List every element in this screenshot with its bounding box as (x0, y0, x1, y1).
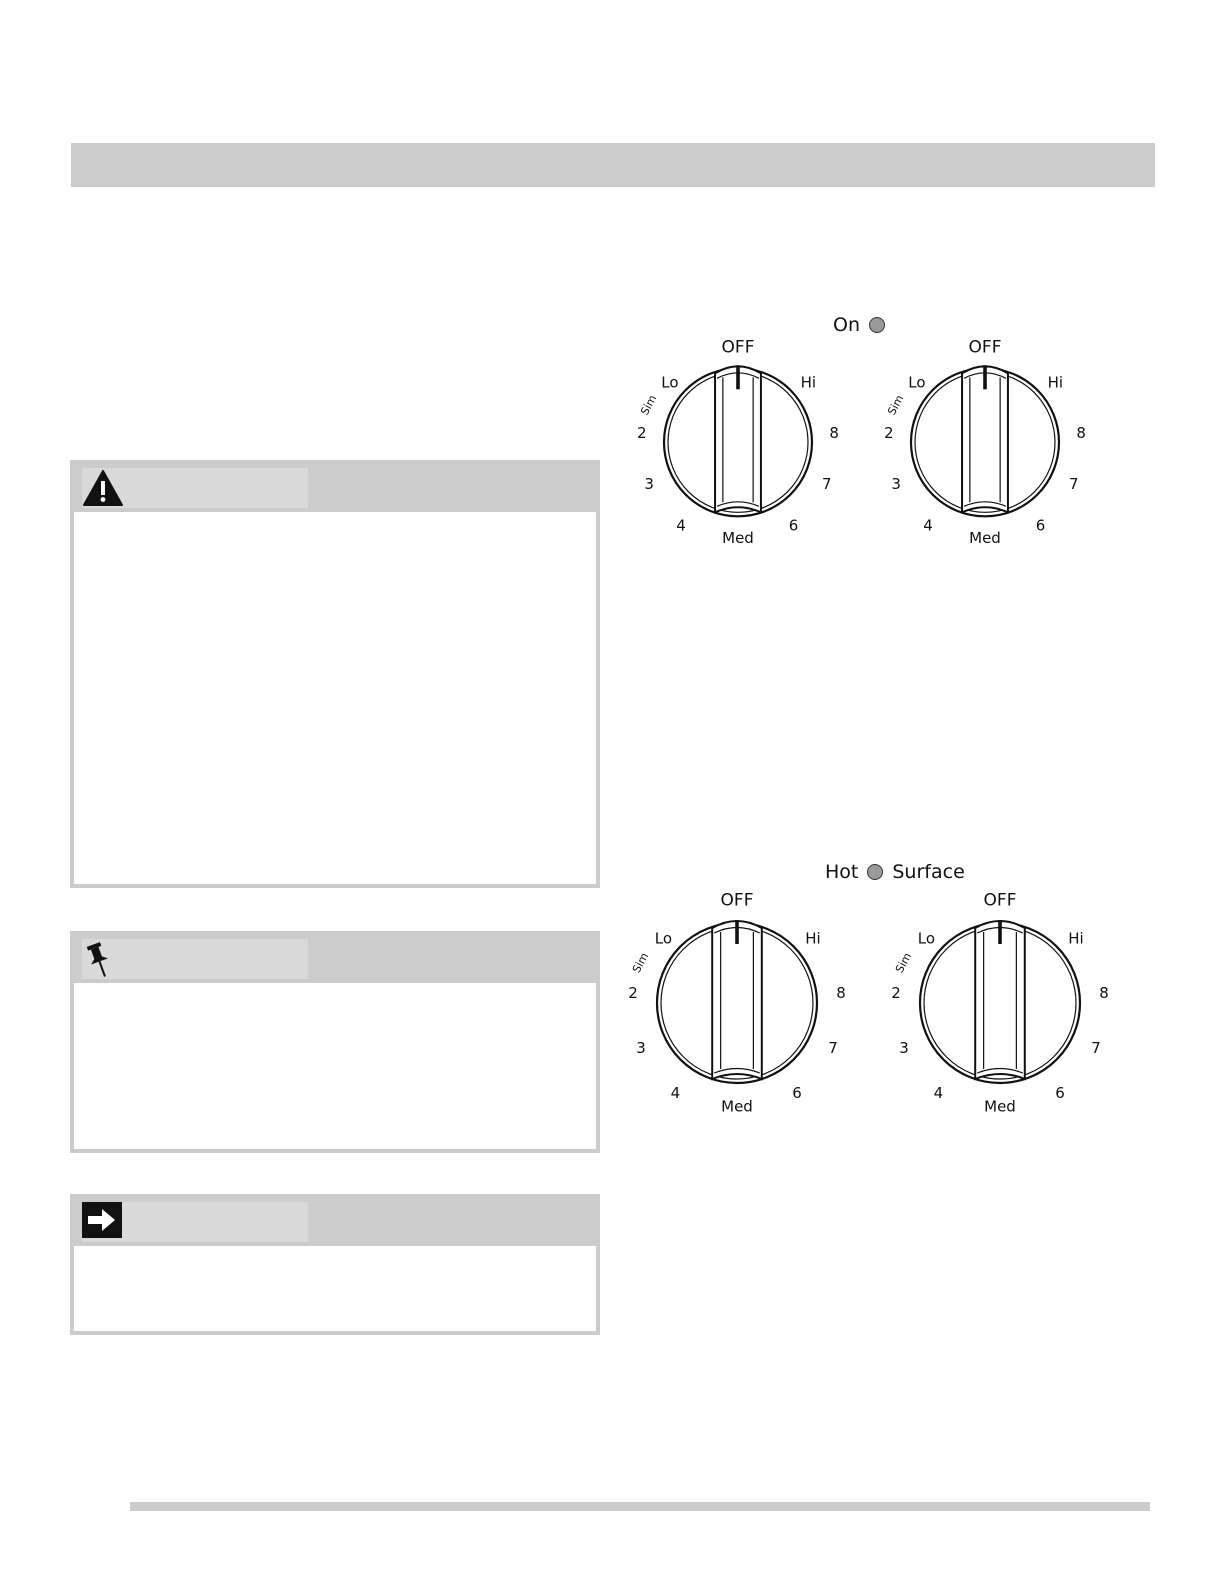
knob-label-hi: Hi (800, 373, 817, 392)
section-header-bar (71, 143, 1155, 187)
knob-label-off: OFF (721, 337, 755, 358)
knob-label-hi: Hi (1047, 373, 1064, 392)
knob-label-4: 4 (923, 516, 933, 535)
pushpin-icon (82, 939, 118, 981)
knob-label-3: 3 (636, 1039, 646, 1058)
on-indicator-lamp-icon (869, 317, 885, 333)
knob-label-med: Med (721, 1097, 753, 1116)
knob-label-sim: Sim (885, 393, 907, 418)
knob-label-7: 7 (1091, 1039, 1101, 1058)
knob-label-3: 3 (644, 475, 655, 494)
knob-label-med: Med (722, 529, 755, 548)
knob-label-off: OFF (983, 890, 1017, 911)
knob-label-lo: Lo (908, 373, 926, 392)
knob-label-7: 7 (828, 1039, 838, 1058)
knob-label-6: 6 (788, 516, 799, 535)
knob-label-sim: Sim (638, 393, 660, 418)
knob-label-sim: Sim (892, 950, 915, 975)
warning-callout-box (70, 460, 600, 888)
knob-label-8: 8 (829, 424, 840, 443)
knob-label-8: 8 (836, 983, 846, 1002)
knob-label-6: 6 (1055, 1083, 1065, 1102)
knob-label-7: 7 (1069, 475, 1079, 494)
knob-label-2: 2 (628, 983, 638, 1002)
knob-label-sim: Sim (629, 950, 652, 975)
knob-label-2: 2 (891, 983, 901, 1002)
knob-label-hi: Hi (805, 929, 821, 948)
knob-label-lo: Lo (654, 929, 673, 948)
knob-label-6: 6 (792, 1083, 802, 1102)
hot-surface-label-left: Hot (825, 861, 859, 883)
knob-label-7: 7 (822, 475, 832, 494)
knob-label-med: Med (984, 1097, 1016, 1116)
knob-label-hi: Hi (1068, 929, 1084, 948)
warning-triangle-icon (82, 468, 124, 508)
knob-label-3: 3 (899, 1039, 909, 1058)
note-callout-box (70, 931, 600, 1153)
knob-grip (712, 921, 762, 1079)
knob-label-3: 3 (891, 475, 902, 494)
knob-grip (975, 921, 1025, 1079)
knob-label-off: OFF (968, 337, 1002, 358)
knob-label-6: 6 (1035, 516, 1046, 535)
on-indicator (833, 314, 894, 336)
knob-label-8: 8 (1099, 983, 1109, 1002)
knob-label-off: OFF (720, 890, 754, 911)
knob-label-4: 4 (676, 516, 686, 535)
hot-surface-indicator (825, 861, 965, 883)
knob-label-med: Med (969, 529, 1002, 548)
important-callout-box (70, 1194, 600, 1335)
on-indicator-label: On (833, 314, 860, 336)
note-callout-header (74, 935, 596, 983)
warning-callout-header (74, 464, 596, 512)
knob-label-lo: Lo (661, 373, 679, 392)
knob-label-4: 4 (670, 1083, 681, 1102)
knob-label-lo: Lo (917, 929, 936, 948)
knob-label-4: 4 (933, 1083, 944, 1102)
right-arrow-icon (82, 1202, 122, 1238)
knob-label-2: 2 (637, 424, 647, 443)
hot-surface-lamp-icon (867, 864, 883, 880)
hot-surface-label-right: Surface (892, 861, 965, 883)
footer-rule (130, 1502, 1150, 1511)
knob-label-2: 2 (884, 424, 894, 443)
important-callout-header (74, 1198, 596, 1246)
knob-label-8: 8 (1076, 424, 1087, 443)
